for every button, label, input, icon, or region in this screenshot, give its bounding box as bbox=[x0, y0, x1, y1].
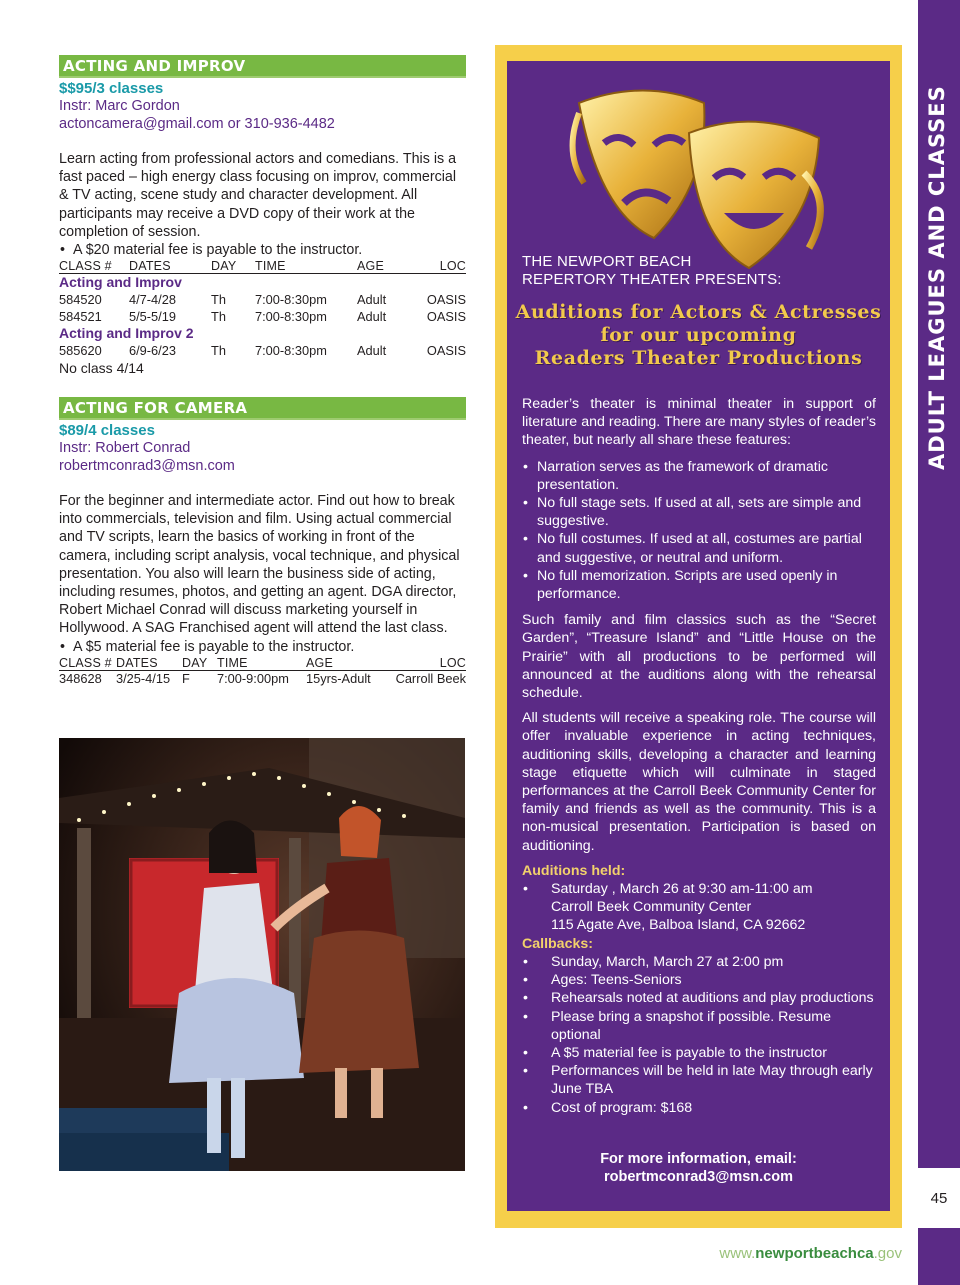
column-header: LOC bbox=[423, 259, 466, 274]
instructor: Instr: Marc Gordon bbox=[59, 98, 180, 114]
column-header: CLASS # bbox=[59, 656, 116, 671]
classics-paragraph: Such family and film classics such as the “Secret Garden”, “Treasure Island” and “Little House on the Prairie” with all productions to be performed will announced at the auditions along with the rehearsal schedule. bbox=[522, 612, 876, 702]
cell: Th bbox=[211, 292, 226, 308]
list-item: • Performances will be held in late May through early June TBA bbox=[523, 1063, 873, 1098]
column-header: DAY bbox=[182, 656, 217, 671]
list-item-text: No full stage sets. If used at all, sets are simple and suggestive. bbox=[537, 495, 862, 530]
auditions-list bbox=[522, 880, 876, 935]
intro-paragraph: Reader’s theater is minimal theater in support of literature and reading. There are many styles of reader’s theater, but nearly all share these features: bbox=[522, 396, 876, 449]
cell: Adult bbox=[357, 343, 387, 359]
cell: 348628 bbox=[59, 671, 102, 687]
more-info bbox=[507, 1150, 890, 1186]
fee-note: • A $20 material fee is payable to the instructor. bbox=[60, 242, 363, 259]
presents-heading bbox=[522, 253, 782, 289]
list-item: • No full costumes. If used at all, costumes are partial and suggestive, or neutral and uniform. bbox=[523, 531, 862, 566]
list-item-text: No full costumes. If used at all, costumes are partial and suggestive, or neutral and uniform. bbox=[537, 531, 862, 566]
theater-masks-icon bbox=[559, 73, 839, 273]
column-header: AGE bbox=[357, 259, 423, 274]
cell: Th bbox=[211, 343, 226, 359]
cell: 585620 bbox=[59, 343, 102, 359]
presents-line: REPERTORY THEATER PRESENTS: bbox=[522, 271, 782, 288]
list-item-text: Ages: Teens-Seniors bbox=[551, 972, 682, 989]
more-info-email[interactable]: robertmconrad3@msn.com bbox=[604, 1169, 793, 1185]
fee-note-text: A $20 material fee is payable to the instructor. bbox=[73, 242, 363, 259]
presents-line: THE NEWPORT BEACH bbox=[522, 253, 692, 270]
website-link[interactable] bbox=[719, 1245, 902, 1262]
fee-note-text: A $5 material fee is payable to the instructor. bbox=[73, 638, 355, 655]
list-item: • Narration serves as the framework of dramatic presentation. bbox=[523, 458, 828, 493]
table-row bbox=[59, 291, 466, 308]
description: For the beginner and intermediate actor. Find out how to break into commercials, television and film. Using actual commercial and TV scripts, learn the basics of working in front of the camera, including script analysis, vocal technique, and physical presentation. You also will learn the business side of acting, including resumes, photos, and getting an agent. DGA director, Robert Michael Conrad will discuss marketing yourself in Hollywood. A SAG Franchised agent will attend the last class. bbox=[59, 493, 460, 637]
cell: 7:00-8:30pm bbox=[255, 343, 327, 359]
list-item: • No full stage sets. If used at all, sets are simple and suggestive. bbox=[523, 495, 862, 530]
list-item: • Please bring a snapshot if possible. Resume optional bbox=[523, 1008, 831, 1043]
stage-photo-illustration bbox=[59, 738, 465, 1171]
list-item-text: Rehearsals noted at auditions and play productions bbox=[551, 990, 874, 1007]
list-item: • A $5 material fee is payable to the instructor bbox=[523, 1044, 828, 1061]
theater-body bbox=[522, 395, 876, 1117]
auditions-title-line: Readers Theater Productions bbox=[534, 347, 863, 369]
table-row bbox=[59, 670, 466, 687]
table-row bbox=[59, 342, 466, 359]
schedule-table bbox=[59, 259, 466, 359]
cell: 6/9-6/23 bbox=[129, 343, 176, 359]
table-row bbox=[59, 308, 466, 325]
description: Learn acting from professional actors and comedians. This is a fast paced – high energy class focusing on improv, commercial & TV acting, scene study and character development. All participants may receive a DVD copy of their work at the completion of session. bbox=[59, 151, 457, 240]
section-header-acting-camera: ACTING FOR CAMERA bbox=[59, 397, 466, 420]
cell: OASIS bbox=[426, 309, 466, 325]
list-item: • Rehearsals noted at auditions and play productions bbox=[523, 990, 874, 1007]
fee-note: • A $5 material fee is payable to the instructor. bbox=[60, 638, 355, 655]
section-title-vertical bbox=[918, 0, 960, 470]
column-header: TIME bbox=[255, 259, 357, 274]
cell: OASIS bbox=[426, 292, 466, 308]
list-item: • Ages: Teens-Seniors bbox=[523, 972, 682, 989]
class-group-title: Acting and Improv bbox=[59, 274, 182, 291]
cell: OASIS bbox=[426, 343, 466, 359]
auditions-title-line: for our upcoming bbox=[600, 324, 797, 346]
students-paragraph: All students will receive a speaking role. The course will offer invaluable experience in acting techniques, auditioning skills, developing a character and learning stage etiquette which will culminate in staged performances at the Carroll Beek Community Center for family and friends as well as the community. This is a non-musical presentation. Participation is based on auditioning. bbox=[522, 710, 876, 854]
column-header: TIME bbox=[217, 656, 306, 671]
column-header: AGE bbox=[306, 656, 388, 671]
column-header: CLASS # bbox=[59, 259, 129, 274]
page-number: 45 bbox=[930, 1190, 948, 1207]
price: $$95/3 classes bbox=[59, 80, 164, 97]
left-column bbox=[59, 55, 466, 687]
cell: 15yrs-Adult bbox=[306, 671, 371, 687]
list-item: • No full memorization. Scripts are used openly in performance. bbox=[523, 567, 838, 603]
list-item-text: Carroll Beek Community Center bbox=[551, 899, 752, 916]
cell: 584521 bbox=[59, 309, 102, 325]
list-item-text: 115 Agate Ave, Balboa Island, CA 92662 bbox=[551, 917, 806, 934]
cell: Th bbox=[211, 309, 226, 325]
theater-panel-frame bbox=[495, 45, 902, 1228]
cell: 7:00-9:00pm bbox=[217, 671, 289, 687]
schedule-table bbox=[59, 656, 466, 688]
list-item: • Saturday , March 26 at 9:30 am-11:00 am bbox=[523, 881, 813, 898]
list-item: • Cost of program: $168 bbox=[523, 1099, 693, 1116]
price: $89/4 classes bbox=[59, 422, 155, 440]
auditions-title-line: Auditions for Actors & Actresses bbox=[515, 301, 882, 323]
cell: Carroll Beek bbox=[395, 671, 466, 687]
list-item-text: Sunday, March, March 27 at 2:00 pm bbox=[551, 953, 784, 970]
list-item: • Sunday, March, March 27 at 2:00 pm bbox=[523, 953, 784, 970]
side-band-lower bbox=[918, 1228, 960, 1285]
cell: 3/25-4/15 bbox=[116, 671, 171, 687]
url-suffix: .gov bbox=[873, 1245, 902, 1262]
list-item bbox=[522, 916, 876, 934]
schedule-note: No class 4/14 bbox=[59, 360, 144, 377]
url-domain: newportbeachca bbox=[755, 1245, 874, 1262]
list-item-text: Narration serves as the framework of dramatic presentation. bbox=[537, 458, 828, 493]
callbacks-list bbox=[522, 953, 876, 1117]
list-item-text: Cost of program: $168 bbox=[551, 1099, 693, 1116]
table-header-row bbox=[59, 656, 466, 671]
cell: 5/5-5/19 bbox=[129, 309, 176, 325]
list-item-text: Saturday , March 26 at 9:30 am-11:00 am bbox=[551, 881, 813, 898]
cell: Adult bbox=[357, 292, 387, 308]
stage-photo bbox=[59, 738, 465, 1171]
cell: 584520 bbox=[59, 292, 102, 308]
callbacks-heading: Callbacks: bbox=[522, 935, 593, 952]
url-prefix: www. bbox=[719, 1245, 756, 1262]
auditions-title bbox=[507, 301, 890, 370]
theater-panel bbox=[507, 61, 890, 1211]
instructor: Instr: Robert Conrad bbox=[59, 440, 191, 457]
list-item-text: Please bring a snapshot if possible. Resume optional bbox=[551, 1008, 831, 1043]
cell: 7:00-8:30pm bbox=[255, 309, 327, 325]
contact-email[interactable]: robertmconrad3@msn.com bbox=[59, 458, 235, 475]
list-item-text: No full memorization. Scripts are used openly in performance. bbox=[537, 567, 838, 603]
class-group-title: Acting and Improv 2 bbox=[59, 325, 194, 342]
column-header: DATES bbox=[129, 259, 211, 274]
list-item-text: Performances will be held in late May through early June TBA bbox=[551, 1063, 873, 1098]
more-info-label: For more information, email: bbox=[600, 1151, 797, 1167]
column-header: DATES bbox=[116, 656, 182, 671]
cell: F bbox=[182, 671, 190, 687]
list-item-text: A $5 material fee is payable to the instructor bbox=[551, 1044, 828, 1061]
column-header: LOC bbox=[388, 656, 466, 671]
features-list bbox=[522, 458, 876, 604]
section-title-text: ADULT LEAGUES AND CLASSES bbox=[925, 85, 949, 470]
list-item bbox=[522, 898, 876, 916]
column-header: DAY bbox=[211, 259, 255, 274]
cell: 7:00-8:30pm bbox=[255, 292, 327, 308]
cell: Adult bbox=[357, 309, 387, 325]
table-header-row bbox=[59, 259, 466, 274]
contact-info[interactable]: actoncamera@gmail.com or 310-936-4482 bbox=[59, 116, 335, 132]
cell: 4/7-4/28 bbox=[129, 292, 176, 308]
auditions-heading: Auditions held: bbox=[522, 862, 626, 879]
section-header-acting-improv: ACTING AND IMPROV bbox=[59, 55, 466, 78]
